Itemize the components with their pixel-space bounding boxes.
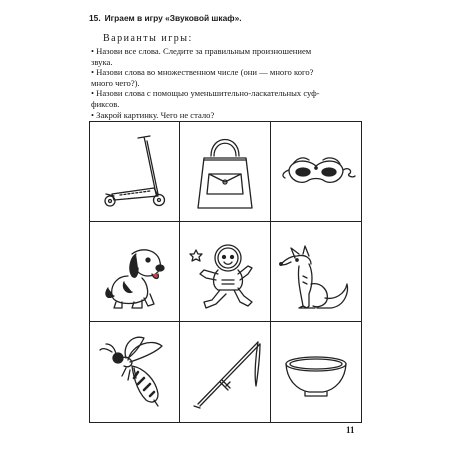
puppy-icon: [92, 224, 178, 320]
scythe-icon: [182, 324, 268, 420]
exercise-title: [89, 13, 242, 23]
variants-heading: Варианты игры:: [103, 33, 193, 44]
picture-cell: [90, 322, 180, 422]
picture-cell: [271, 122, 361, 222]
instruction-line: много чего?).: [91, 77, 140, 88]
scooter-icon: [92, 124, 178, 220]
carnival-mask-icon: [273, 124, 359, 220]
exercise-title-text: Играем в игру «Звуковой шкаф».: [104, 13, 242, 23]
exercise-number: 15.: [89, 13, 101, 23]
instruction-line: • Назови все слова. Следите за правильным произношением: [91, 46, 312, 56]
instruction-line: • Назови слова во множественном числе (они — много кого?: [91, 67, 314, 78]
fox-icon: [273, 224, 359, 320]
page-number: 11: [346, 425, 355, 435]
picture-cell: [90, 222, 180, 322]
wasp-icon: [92, 324, 178, 420]
picture-grid: [89, 121, 362, 423]
astronaut-icon: [182, 224, 268, 320]
picture-cell: [271, 322, 361, 422]
picture-cell: [180, 122, 270, 222]
instruction-line: фиксов.: [91, 98, 120, 109]
bowl-icon: [273, 324, 359, 420]
handbag-icon: [182, 124, 268, 220]
picture-cell: [180, 322, 270, 422]
picture-cell: [271, 222, 361, 322]
picture-cell: [180, 222, 270, 322]
instruction-line: звука.: [91, 56, 113, 67]
instructions-block: [91, 46, 363, 120]
instruction-line: • Закрой картинку. Чего не стало?: [91, 109, 215, 120]
picture-cell: [90, 122, 180, 222]
instruction-line: • Назови слова с помощью уменьшительно-ласкательных суф-: [91, 88, 320, 99]
